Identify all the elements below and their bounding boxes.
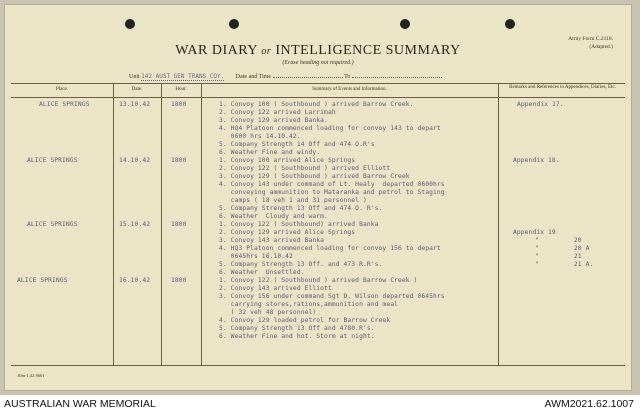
event-line: 6. Weather Fine and windy. (219, 149, 321, 156)
entry-date: 15.10.42 (119, 221, 151, 228)
punch-hole (400, 19, 410, 29)
entry-date: 13.10.42 (119, 101, 151, 108)
event-line: 1. Convoy 100 arrived Alice Springs (219, 157, 356, 164)
form-subtitle: (Erase heading not required.) (282, 60, 354, 66)
col-place: Place. (55, 87, 69, 92)
entry-hour: 1800 (171, 157, 187, 164)
col-date: Date. (131, 87, 143, 92)
remark: " 21 A. (535, 261, 594, 268)
event-line: ( 32 veh 48 personnel) (219, 309, 317, 316)
event-line: 6. Weather Fine and hot. Storm at night. (219, 333, 375, 340)
army-form-label: Army Form C.2118. (Adapted.) (568, 36, 613, 50)
event-line: 3. Convoy 143 arrived Banka (219, 237, 325, 244)
event-line: 1. Convoy 122 ( Southbound ) arrived Barrow Creek ) (219, 277, 418, 284)
remark: " 20 (535, 237, 582, 244)
col-remarks: Remarks and References to Appendices, Diaries, Etc. (509, 85, 616, 90)
event-line: 5. Company Strength 14 Off and 474 O.R's (219, 141, 375, 148)
event-line: 4. HQ3 Platoon commenced loading for convoy 156 to depart (219, 245, 441, 252)
event-line: 1. Convoy 100 ( Southbound ) arrived Barrow Creek. (219, 101, 414, 108)
unit-line: Unit 142 AUST GEN TRANS COY. Date and Time To (129, 73, 442, 81)
form-title: WAR DIARY or INTELLIGENCE SUMMARY (175, 43, 461, 58)
event-line: 1. Convoy 122 ( Southbound) arrived Banka (219, 221, 379, 228)
event-line: 5. Company Strength 13 Off and 4780.R's. (219, 325, 375, 332)
event-line: 4. Convoy 129 loaded petrol for Barrow Creek (219, 317, 391, 324)
punch-hole (125, 19, 135, 29)
entry-hour: 1800 (171, 221, 187, 228)
print-code: 10m-1.42 8661 (17, 373, 45, 378)
event-line: 3. Convoy 156 under command Sgt D. Wilson departed 0645hrs (219, 293, 445, 300)
unit-value: 142 AUST GEN TRANS COY. (141, 73, 225, 80)
punch-hole (229, 19, 239, 29)
event-line: conveying ammunition to Mataranka and petrol to Staging (219, 189, 445, 196)
event-line: 3. Convoy 129 ( Southbound ) arrived Barrow Creek (219, 173, 410, 180)
event-line: 2. Convoy 122 ( Southbound ) arrived Elliott (219, 165, 391, 172)
credit-left: AUSTRALIAN WAR MEMORIAL (4, 398, 156, 410)
col-summary: Summary of Events and Information. (312, 87, 387, 92)
remark: Appendix 19 (513, 229, 556, 236)
remark: " 20 A (535, 245, 590, 252)
remark: Appendix 17. (517, 101, 564, 108)
entry-place: ALICE SPRINGS (17, 277, 68, 284)
event-line: 3. Convoy 129 arrived Banka. (219, 117, 328, 124)
event-line: carrying stores,rations,ammunition and meal (219, 301, 398, 308)
event-line: 5. Company Strength 13 Off. and 473 R.R's. (219, 261, 383, 268)
punch-hole (505, 19, 515, 29)
event-line: 0645hrs 16.10.42 (219, 253, 293, 260)
entry-place: ALICE SPRINGS (39, 101, 90, 108)
event-line: 0600 hrs 14.10.42. (219, 133, 301, 140)
entry-hour: 1800 (171, 101, 187, 108)
entry-hour: 1800 (171, 277, 187, 284)
event-line: 4. HQ4 Platoon commenced loading for convoy 143 to depart (219, 125, 441, 132)
credit-right: AWM2021.62.1007 (544, 398, 634, 410)
entry-place: ALICE SPRINGS (27, 157, 78, 164)
event-line: 6. Weather Unsettled. (219, 269, 305, 276)
diary-sheet (4, 4, 632, 391)
event-line: 4. Convoy 143 under command of Lt. Healy departed 0600hrs (219, 181, 445, 188)
remark: Appendix 18. (513, 157, 560, 164)
event-line: 2. Convoy 129 arrived Alice Springs (219, 229, 356, 236)
event-line: 5. Company Strength 13 Off and 474 O. R's. (219, 205, 383, 212)
credit-bar (0, 395, 640, 414)
event-line: 6. Weather Cloudy and warm. (219, 213, 328, 220)
event-line: 2. Convoy 122 arrived Larrimah (219, 109, 336, 116)
event-line: 2. Convoy 143 arrived Elliott (219, 285, 332, 292)
entry-date: 16.10.42 (119, 277, 151, 284)
remark: " 21 (535, 253, 582, 260)
col-hour: Hour. (175, 87, 187, 92)
entry-place: ALICE SPRINGS (27, 221, 78, 228)
entry-date: 14.10.42 (119, 157, 151, 164)
event-line: camps ( 18 veh 1 and 31 personnel ) (219, 197, 367, 204)
